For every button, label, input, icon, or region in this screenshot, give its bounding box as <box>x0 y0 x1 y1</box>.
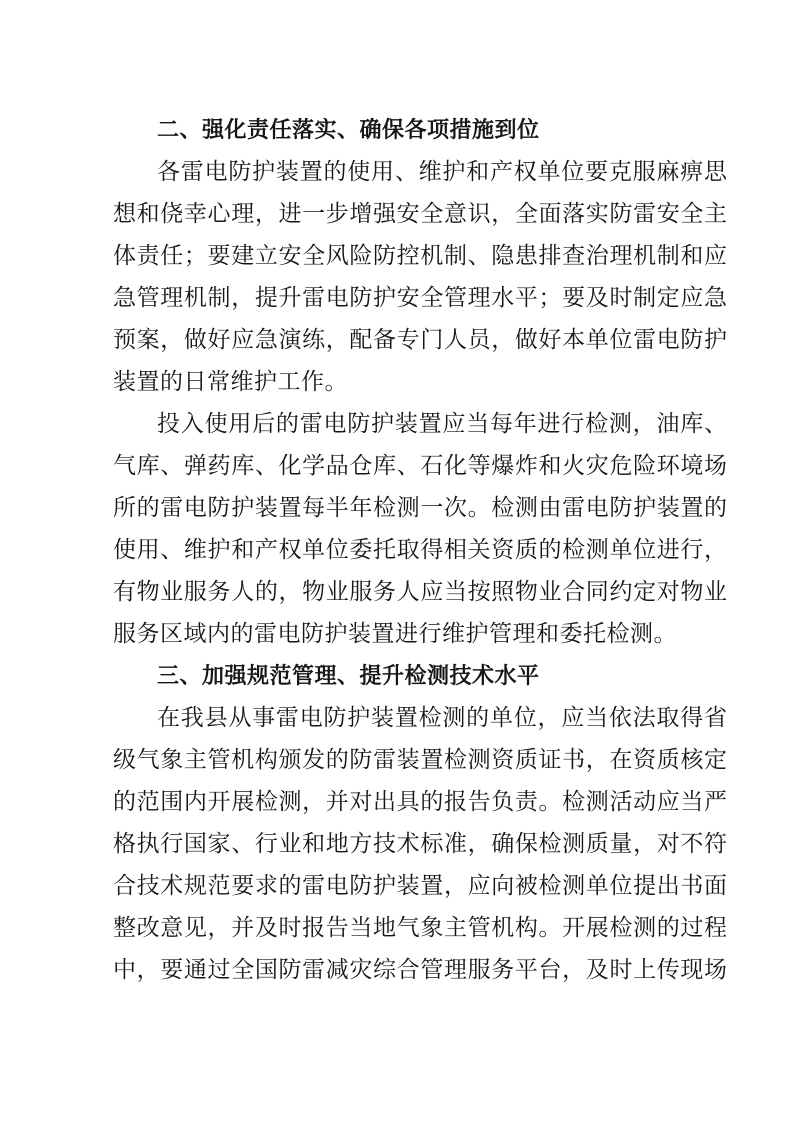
text-line: 气库、弹药库、化学品仓库、石化等爆炸和火灾危险环境场 <box>113 453 727 478</box>
text-line: 投入使用后的雷电防护装置应当每年进行检测，油库、 <box>157 411 727 436</box>
text-line: 各雷电防护装置的使用、维护和产权单位要克服麻痹思 <box>157 159 727 184</box>
text-line: 体责任；要建立安全风险防控机制、隐患排查治理机制和应 <box>113 243 727 268</box>
text-line: 所的雷电防护装置每半年检测一次。检测由雷电防护装置的 <box>113 495 727 520</box>
section-heading: 三、加强规范管理、提升检测技术水平 <box>157 663 540 688</box>
section-heading: 二、强化责任落实、确保各项措施到位 <box>157 117 540 142</box>
text-line: 在我县从事雷电防护装置检测的单位，应当依法取得省 <box>157 705 727 730</box>
text-line: 中，要通过全国防雷减灾综合管理服务平台，及时上传现场 <box>113 957 727 982</box>
text-line: 服务区域内的雷电防护装置进行维护管理和委托检测。 <box>113 621 677 646</box>
text-line: 格执行国家、行业和地方技术标准，确保检测质量，对不符 <box>113 831 727 856</box>
text-line: 有物业服务人的，物业服务人应当按照物业合同约定对物业 <box>113 579 727 604</box>
text-line: 使用、维护和产权单位委托取得相关资质的检测单位进行， <box>113 537 727 562</box>
text-line: 合技术规范要求的雷电防护装置，应向被检测单位提出书面 <box>113 873 727 898</box>
text-line: 整改意见，并及时报告当地气象主管机构。开展检测的过程 <box>113 915 727 940</box>
text-line: 想和侥幸心理，进一步增强安全意识，全面落实防雷安全主 <box>113 201 727 226</box>
text-line: 的范围内开展检测，并对出具的报告负责。检测活动应当严 <box>113 789 727 814</box>
text-line: 级气象主管机构颁发的防雷装置检测资质证书，在资质核定 <box>113 747 727 772</box>
document-body <box>113 109 727 991</box>
text-line: 预案，做好应急演练，配备专门人员，做好本单位雷电防护 <box>113 327 727 352</box>
text-line: 急管理机制，提升雷电防护安全管理水平；要及时制定应急 <box>113 285 727 310</box>
text-line: 装置的日常维护工作。 <box>113 369 348 394</box>
